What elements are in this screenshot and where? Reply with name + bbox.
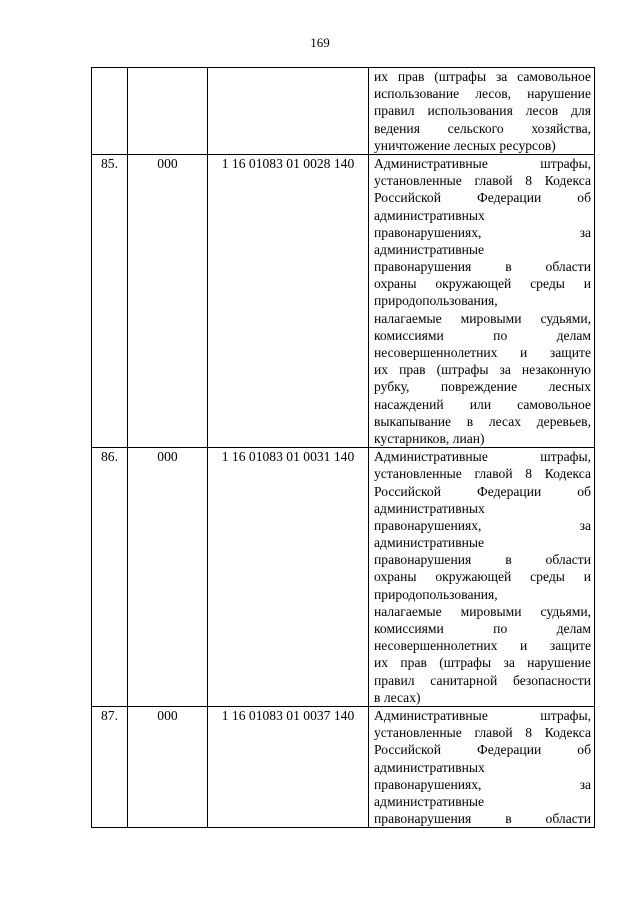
- admin-code-cell: 000: [128, 448, 208, 707]
- description-line: установленные главой 8 Кодекса: [374, 725, 591, 741]
- description-line: Административные штрафы,: [374, 449, 591, 465]
- description-line: установленные главой 8 Кодекса: [374, 173, 591, 189]
- description-line: в лесах): [374, 689, 421, 705]
- description-line: Российской Федерации об: [374, 190, 591, 206]
- table-row: [92, 706, 595, 827]
- description-line: комиссиями по делам: [374, 327, 591, 343]
- description-line: несовершеннолетних и защите: [374, 345, 591, 360]
- description-line: Административные штрафы,: [374, 155, 591, 171]
- description-line: административных: [374, 500, 485, 516]
- description-line: выкапывание в лесах деревьев,: [374, 413, 591, 429]
- description-line: их прав (штрафы за незаконную: [374, 362, 591, 378]
- description-line: установленные главой 8 Кодекса: [374, 466, 591, 482]
- budget-code-cell: 1 16 01083 01 0028 140: [208, 154, 369, 447]
- description-line: природопользования,: [374, 586, 498, 602]
- description-cell: [369, 68, 595, 155]
- description-line: природопользования,: [374, 293, 498, 309]
- row-number-cell: 86.: [92, 448, 128, 707]
- description-line: налагаемые мировыми судьями,: [374, 310, 591, 326]
- description-line: административных: [374, 207, 485, 223]
- budget-codes-table: [91, 67, 595, 828]
- description-line: несовершеннолетних и защите: [374, 638, 591, 654]
- description-line: их прав (штрафы за нарушение: [374, 655, 591, 671]
- table-row: [92, 448, 595, 707]
- table-row: [92, 68, 595, 155]
- row-number-cell: 87.: [92, 706, 128, 827]
- description-line: правонарушения в области: [374, 552, 591, 568]
- description-line: правонарушения в области: [374, 259, 591, 275]
- description-line: охраны окружающей среды и: [374, 569, 591, 585]
- description-line: ведения сельского хозяйства,: [374, 120, 591, 136]
- description-cell: [369, 706, 595, 827]
- row-number-cell: 85.: [92, 154, 128, 447]
- description-line: рубку, повреждение лесных: [374, 379, 591, 395]
- admin-code-cell: [128, 68, 208, 155]
- table-row: [92, 154, 595, 447]
- description-line: Административные штрафы,: [374, 707, 591, 723]
- budget-code-cell: [208, 68, 369, 155]
- description-line: комиссиями по делам: [374, 621, 591, 636]
- description-line: правонарушениях, за: [374, 776, 591, 792]
- description-line: уничтожение лесных ресурсов): [374, 137, 556, 153]
- description-cell: [369, 448, 595, 707]
- table-body: [92, 68, 595, 828]
- description-line: правонарушениях, за: [374, 517, 591, 533]
- description-line: их прав (штрафы за самовольное: [374, 69, 591, 84]
- description-line: налагаемые мировыми судьями,: [374, 603, 591, 619]
- description-line: правил санитарной безопасности: [374, 672, 591, 688]
- row-number-cell: [92, 68, 128, 155]
- description-line: кустарников, лиан): [374, 430, 485, 446]
- description-line: административных: [374, 759, 485, 775]
- description-line: использование лесов, нарушение: [374, 86, 591, 102]
- description-line: Российской Федерации об: [374, 483, 591, 499]
- description-line: охраны окружающей среды и: [374, 276, 591, 292]
- description-line: правонарушения в области: [374, 811, 591, 827]
- description-cell: [369, 154, 595, 447]
- description-line: правил использования лесов для: [374, 103, 591, 119]
- description-line: Российской Федерации об: [374, 742, 591, 758]
- admin-code-cell: 000: [128, 706, 208, 827]
- description-line: административные: [374, 793, 485, 809]
- page-number: 169: [310, 35, 330, 50]
- description-line: административные: [374, 241, 485, 257]
- admin-code-cell: 000: [128, 154, 208, 447]
- description-line: правонарушениях, за: [374, 224, 591, 240]
- budget-code-cell: 1 16 01083 01 0037 140: [208, 706, 369, 827]
- budget-code-cell: 1 16 01083 01 0031 140: [208, 448, 369, 707]
- description-line: административные: [374, 535, 485, 551]
- description-line: насаждений или самовольное: [374, 396, 591, 412]
